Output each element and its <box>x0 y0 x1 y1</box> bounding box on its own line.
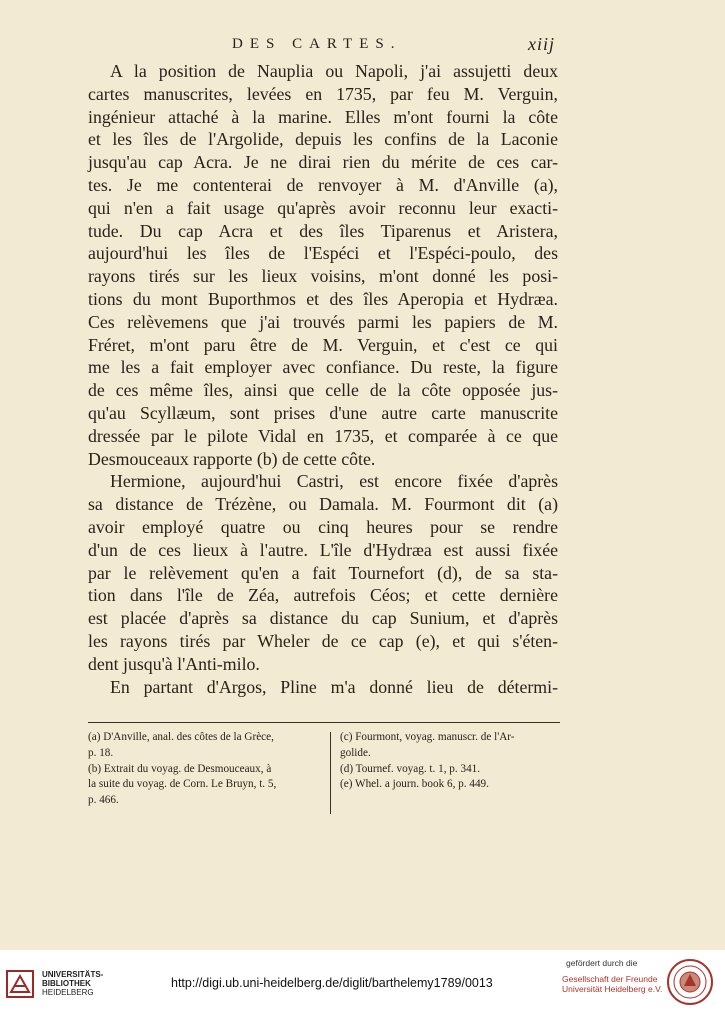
text-line: dent jusqu'à l'Anti-milo. <box>88 653 260 674</box>
library-name-line: BIBLIOTHEK <box>42 979 91 988</box>
text-line: me les a fait employer avec confiance. Du reste, la figure <box>88 357 558 378</box>
sponsor-name-line: Universität Heidelberg e.V. <box>562 984 663 994</box>
footnote-column-divider <box>330 732 331 814</box>
university-seal-icon <box>666 958 714 1006</box>
text-line: En partant d'Argos, Pline m'a donné lieu de détermi- <box>110 676 558 697</box>
text-line: qui n'en a fait usage qu'après avoir reconnu leur exacti- <box>88 197 558 218</box>
footnotes-right <box>340 730 562 793</box>
permalink-url[interactable]: http://digi.ub.uni-heidelberg.de/diglit/barthelemy1789/0013 <box>171 976 493 990</box>
text-line: de ces même îles, ainsi que celle de la côte opposée jus- <box>88 380 558 401</box>
text-line: jusqu'au cap Acra. Je ne dirai rien du mérite de ces car- <box>88 152 558 173</box>
body-text <box>88 60 558 698</box>
text-line: et les îles de l'Argolide, depuis les confins de la Laconie <box>88 129 558 150</box>
footnote-line: (a) D'Anville, anal. des côtes de la Grèce, <box>88 731 274 743</box>
text-line: tion dans l'île de Zéa, autrefois Céos; et cette dernière <box>88 585 558 606</box>
text-line: Fréret, m'ont paru être de M. Verguin, et c'est ce qui <box>88 334 558 355</box>
library-logo-icon <box>6 970 34 998</box>
footnotes-left <box>88 730 320 809</box>
text-line: tude. Du cap Acra et des îles Tiparenus et Aristera, <box>88 220 558 241</box>
text-line: dressée par le pilote Vidal en 1735, et comparée à ce que <box>88 425 558 446</box>
text-line: par le relèvement qu'en a fait Tournefort (d), de sa sta- <box>88 562 558 583</box>
text-line: ingénieur attaché à la marine. Elles m'ont fourni la côte <box>88 106 558 127</box>
text-line: cartes manuscrites, levées en 1735, par feu M. Verguin, <box>88 83 558 104</box>
text-line: Desmouceaux rapporte (b) de cette côte. <box>88 448 376 469</box>
sponsor-name-line: Gesellschaft der Freunde <box>562 974 658 984</box>
text-line: les rayons tirés par Wheler de ce cap (e), et qui s'éten- <box>88 630 558 651</box>
page-number: xiij <box>528 34 555 54</box>
text-line: d'un de ces lieux à l'autre. L'île d'Hydræa est aussi fixée <box>88 539 558 560</box>
running-head <box>0 36 725 62</box>
text-line: rayons tirés sur les lieux voisins, m'ont donné les posi- <box>88 266 558 287</box>
viewer-footer <box>0 950 725 1010</box>
footnote-divider <box>88 722 560 723</box>
text-line: tions du mont Buporthmos et des îles Aperopia et Hydræa. <box>88 288 558 309</box>
library-name-line: UNIVERSITÄTS- <box>42 970 104 979</box>
footnote-line: (b) Extrait du voyag. de Desmouceaux, à <box>88 762 272 775</box>
footnote-line: p. 18. <box>88 746 114 759</box>
footnote-line: p. 466. <box>88 794 119 807</box>
running-title: DES CARTES. <box>232 36 402 52</box>
sponsor-name <box>562 974 662 994</box>
text-line: Ces relèvemens que j'ai trouvés parmi les papiers de M. <box>88 311 558 332</box>
footnote-line: (d) Tournef. voyag. t. 1, p. 341. <box>340 762 481 775</box>
footnote-line: golide. <box>340 746 371 759</box>
library-name-line: HEIDELBERG <box>42 988 94 997</box>
text-line: A la position de Nauplia ou Napoli, j'ai assujetti deux <box>110 61 558 81</box>
text-line: qu'au Scyllæum, sont prises d'une autre carte manuscrite <box>88 402 558 423</box>
footnote-line: (e) Whel. a journ. book 6, p. 449. <box>340 778 489 791</box>
text-line: aujourd'hui les îles de l'Espéci et l'Espéci-poulo, des <box>88 243 558 264</box>
footnote-line: la suite du voyag. de Corn. Le Bruyn, t. 5, <box>88 778 277 791</box>
footnote-line: (c) Fourmont, voyag. manuscr. de l'Ar- <box>340 731 515 743</box>
text-line: tes. Je me contenterai de renvoyer à M. d'Anville (a), <box>88 174 558 195</box>
library-name <box>42 970 103 997</box>
sponsor-intro: gefördert durch die <box>566 958 638 968</box>
text-line: sa distance de Trézène, ou Damala. M. Fourmont dit (a) <box>88 494 558 515</box>
text-line: Hermione, aujourd'hui Castri, est encore fixée d'après <box>110 471 558 492</box>
text-line: avoir employé quatre ou cinq heures pour se rendre <box>88 516 558 537</box>
text-line: est placée d'après sa distance du cap Sunium, et d'après <box>88 608 558 629</box>
